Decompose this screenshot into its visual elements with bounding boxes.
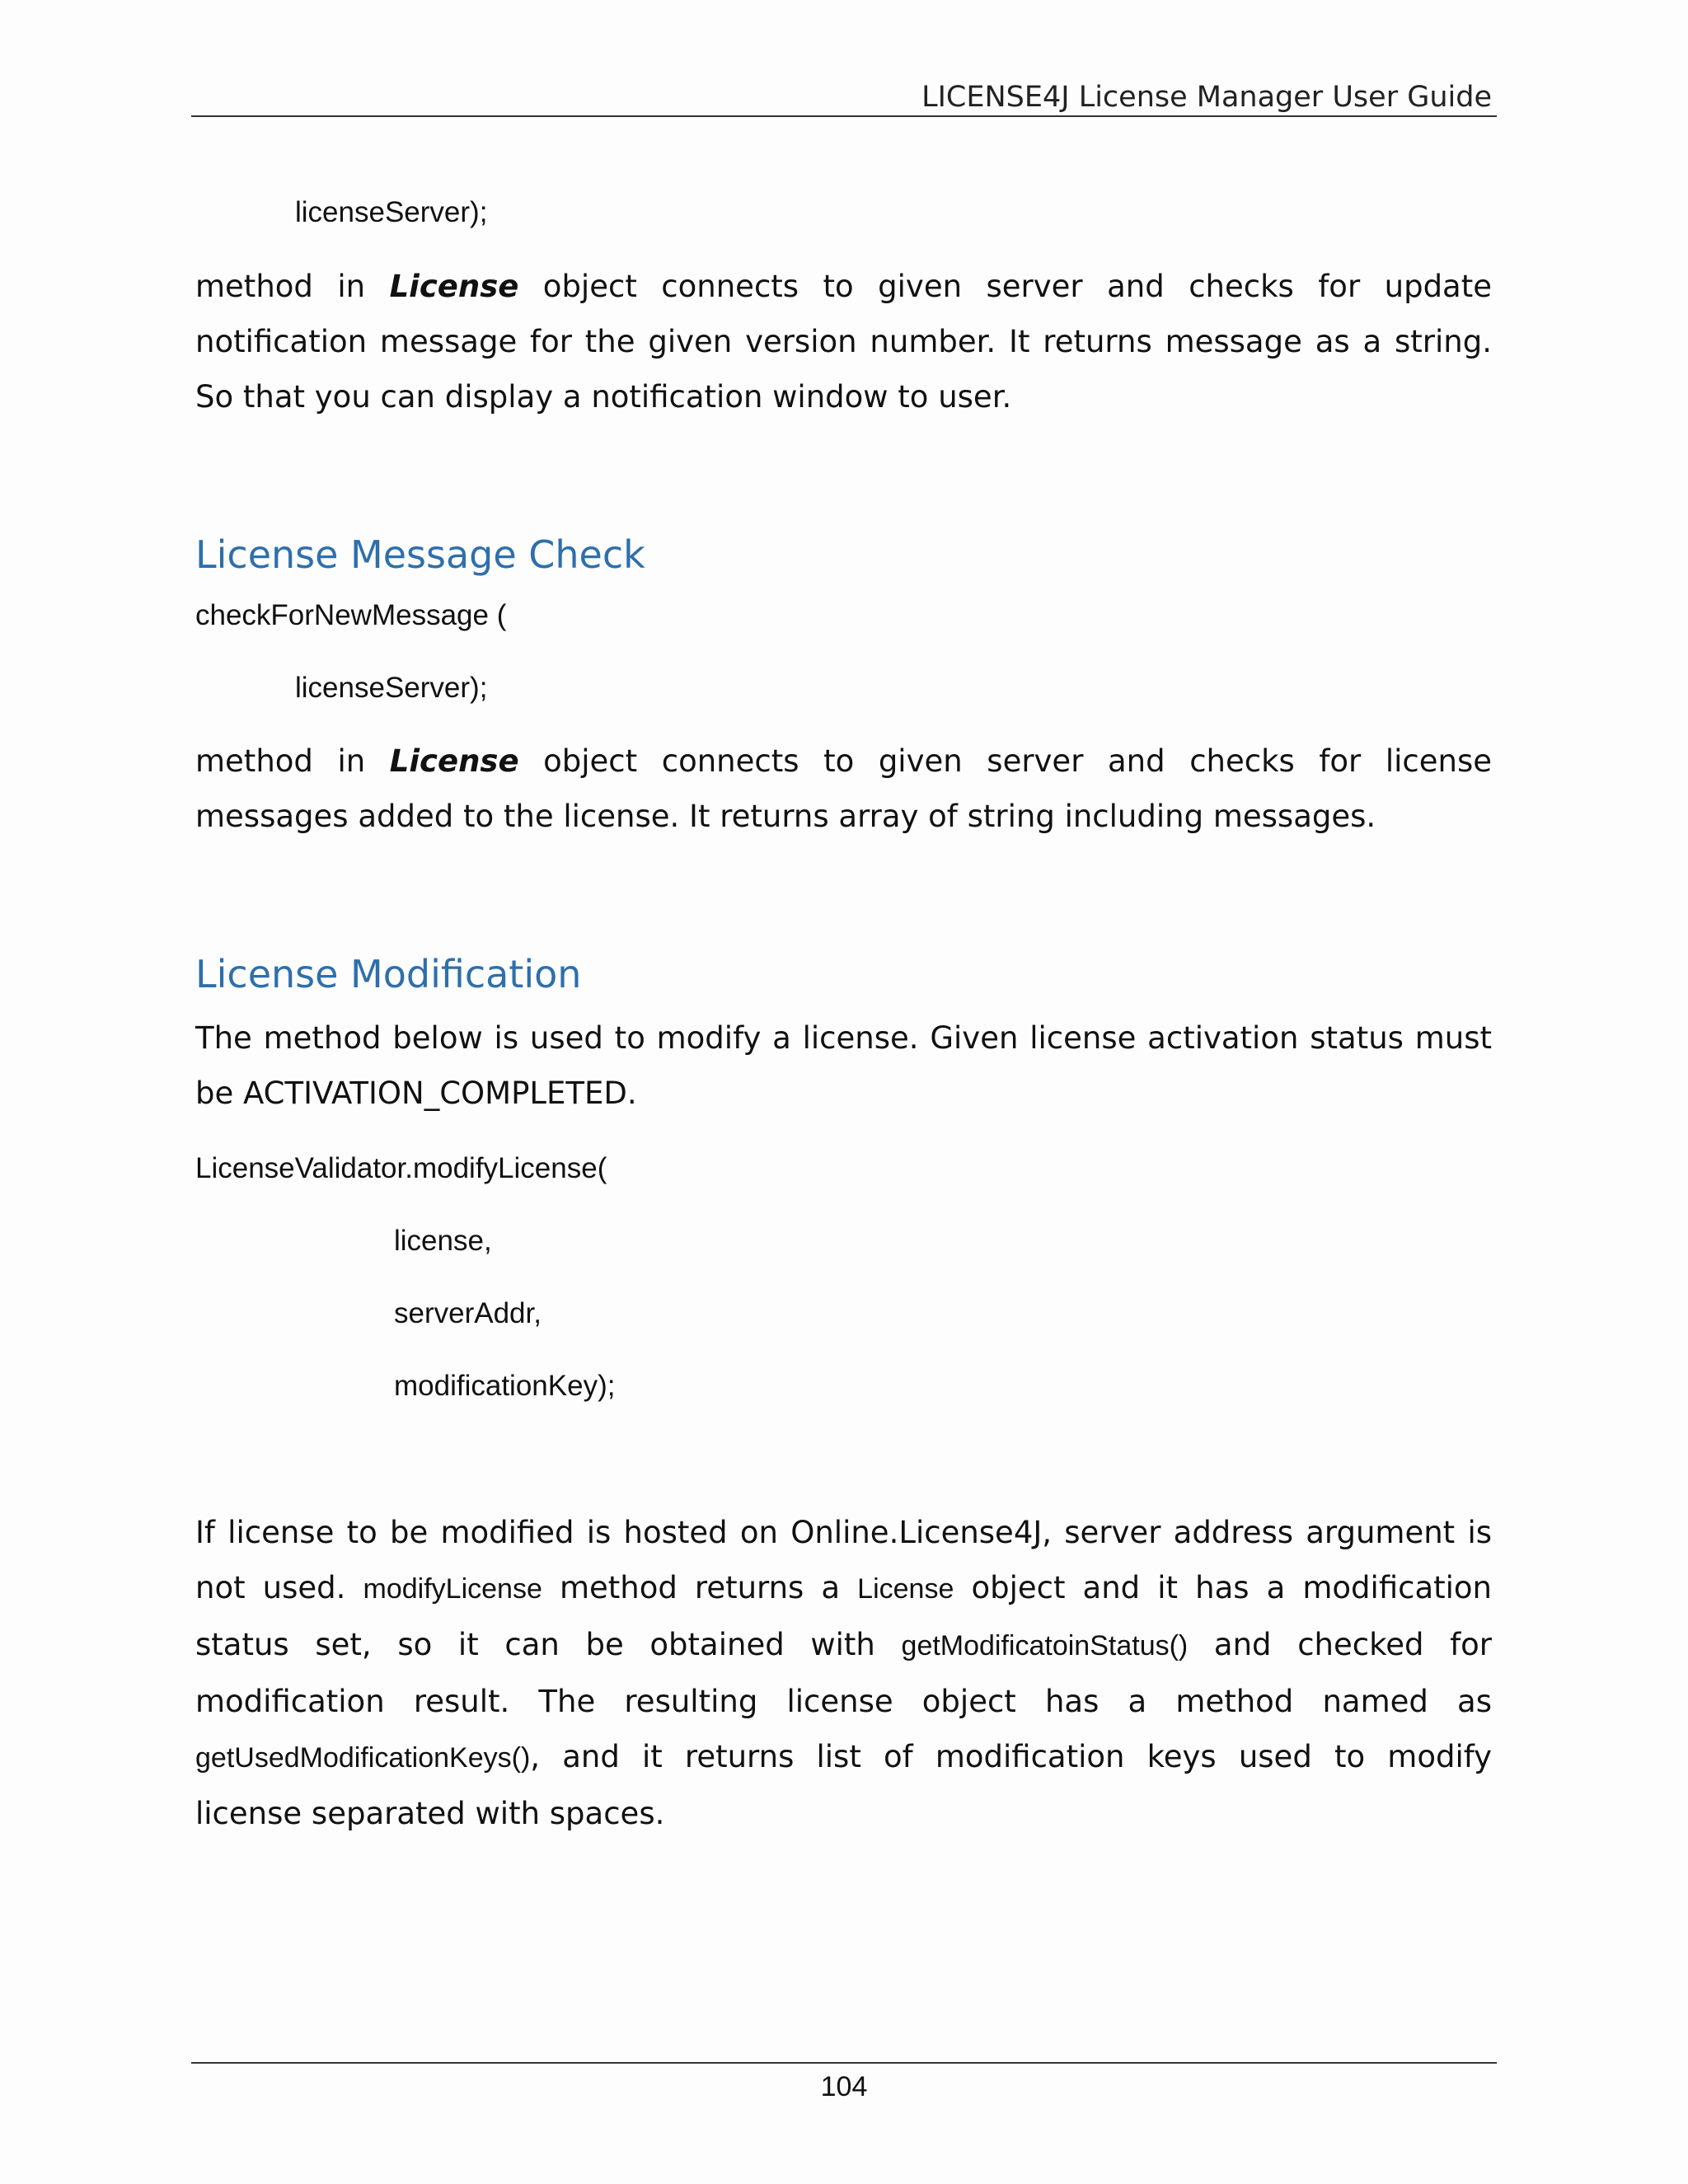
paragraph-modification-intro: The method below is used to modify a license. Given license activation status must be ACTIVATION_COMPLETED. — [195, 1020, 1492, 1111]
text-segment: status set, so it can be obtained with — [195, 1627, 902, 1662]
paragraph-update-notification — [195, 259, 1492, 424]
emphasis-license: License — [389, 269, 519, 304]
code-method-call: checkForNewMessage ( — [195, 599, 507, 631]
paragraph-modification-details — [195, 1505, 1492, 1841]
inline-code: modifyLicense — [363, 1573, 542, 1605]
text-segment: object connects to given server and checks for update notification message for the given version number. It returns message as a string. So that you can display a notification window to user. — [195, 269, 1492, 415]
footer-rule — [191, 2062, 1497, 2064]
code-argument: serverAddr, — [394, 1297, 542, 1329]
text-segment: method in — [195, 269, 390, 304]
text-line — [195, 1560, 1492, 1617]
text-line — [195, 1617, 1492, 1674]
inline-code: getUsedModificationKeys() — [195, 1742, 531, 1774]
paragraph-message-check — [195, 733, 1492, 844]
text-segment: , and it returns list of modification keys used to modify — [530, 1739, 1492, 1774]
page-number: 104 — [820, 2071, 868, 2102]
page-header — [191, 79, 1497, 117]
code-argument: license, — [394, 1225, 492, 1257]
text-line: modification result. The resulting license object has a method named as — [195, 1684, 1492, 1719]
text-segment: object connects to given server and checks for license messages added to the license. It returns array of string including messages. — [195, 743, 1493, 834]
inline-code: License — [857, 1573, 954, 1605]
text-segment: and checked for — [1188, 1627, 1493, 1662]
section-heading-modification: License Modification — [195, 952, 582, 996]
text-line: license separated with spaces. — [195, 1796, 665, 1831]
text-line: If license to be modified is hosted on Online.License4J, server address argument is — [195, 1515, 1492, 1550]
header-title: LICENSE4J License Manager User Guide — [921, 81, 1492, 114]
section-heading-message-check: License Message Check — [195, 532, 645, 577]
inline-code: getModificatoinStatus() — [901, 1630, 1189, 1661]
code-method-call: LicenseValidator.modifyLicense( — [195, 1152, 607, 1184]
text-segment: method returns a — [542, 1570, 858, 1605]
code-argument: modificationKey); — [394, 1370, 616, 1402]
code-argument: licenseServer); — [295, 196, 488, 228]
emphasis-license: License — [389, 743, 519, 779]
text-line — [195, 1729, 1492, 1786]
text-segment: method in — [195, 743, 390, 779]
text-segment: not used. — [195, 1570, 363, 1605]
text-segment: object and it has a modification — [954, 1570, 1493, 1605]
code-argument: licenseServer); — [295, 672, 488, 704]
